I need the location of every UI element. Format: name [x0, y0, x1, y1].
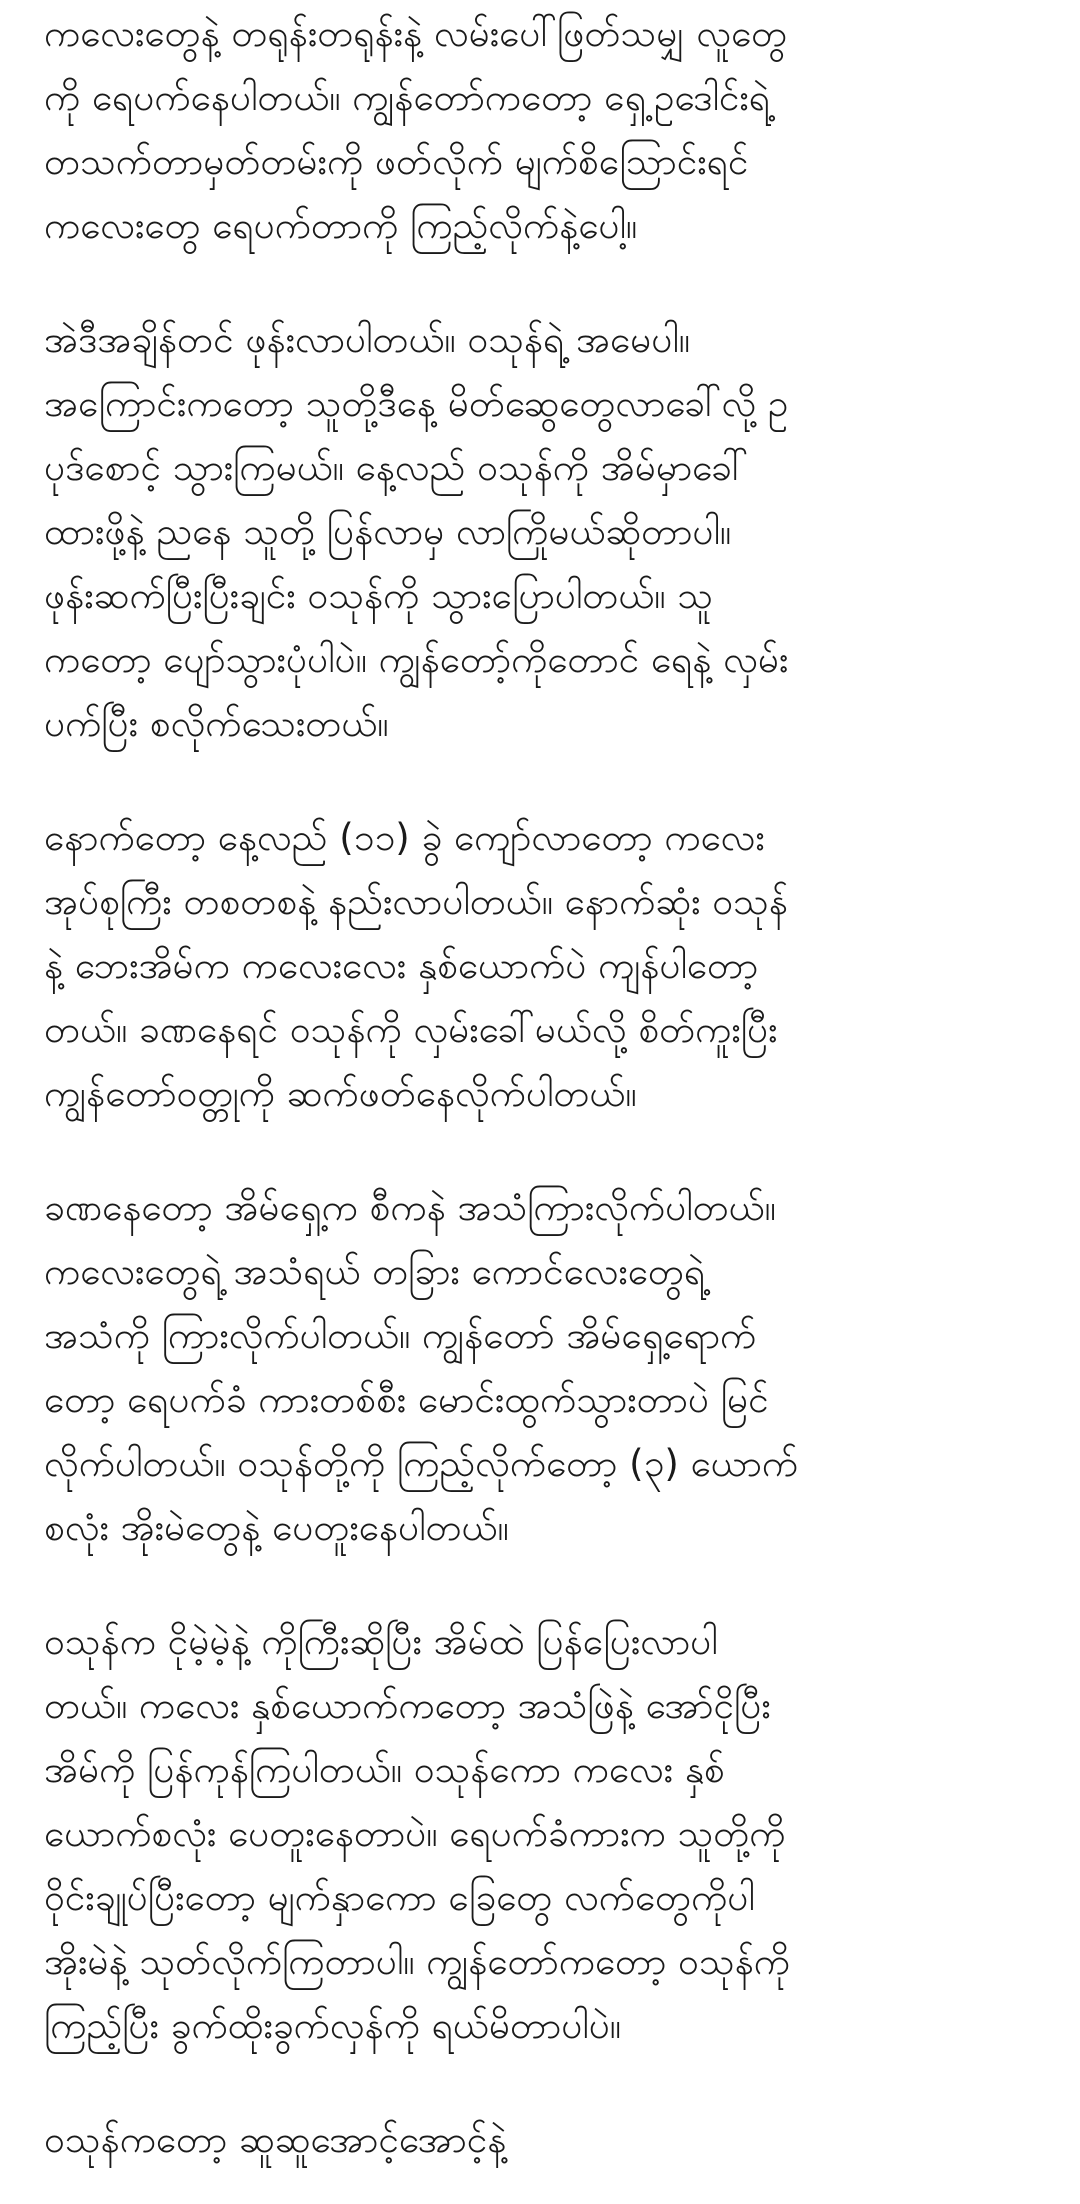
text-line: အကြောင်းကတော့ သူတို့ဒီနေ့ မိတ်ဆွေတွေလာခေါ်လို့ ဥ: [44, 382, 789, 425]
text-line: ပုဒ်စောင့် သွားကြမယ်။ နေ့လည် ဝသုန်ကို အိမ်မှာခေါ်: [44, 446, 749, 489]
text-line: ခဏနေတော့ အိမ်ရှေ့က စီကနဲ အသံကြားလိုက်ပါတယ်။: [44, 1186, 776, 1229]
text-line: ကလေးတွေနဲ့ တရုန်းတရုန်းနဲ့ လမ်းပေါ်ဖြတ်သမျှ လူတွေ: [44, 12, 788, 55]
paragraph-3: [44, 806, 1044, 1126]
text-line: တယ်။ ခဏနေရင် ဝသုန်ကို လှမ်းခေါ်မယ်လို့ စိတ်ကူးပြီး: [44, 1008, 778, 1051]
paragraph-6: [44, 2108, 1044, 2172]
text-line: ထားဖို့နဲ့ ညနေ သူတို့ ပြန်လာမှ လာကြိုမယ်ဆိုတာပါ။: [44, 510, 732, 553]
text-line: တယ်။ ကလေး နှစ်ယောက်ကတော့ အသံဖြဲနဲ့ အော်ငိုပြီး: [44, 1684, 771, 1727]
paragraph-2: [44, 308, 1044, 756]
text-line: လိုက်ပါတယ်။ ဝသုန်တို့ကို ကြည့်လိုက်တော့ (၃) ယောက်: [44, 1442, 799, 1485]
text-line: ပက်ပြီး စလိုက်သေးတယ်။: [44, 702, 389, 745]
text-line: အဲဒီအချိန်တင် ဖုန်းလာပါတယ်။ ဝသုန်ရဲ့ အမေပါ။: [44, 318, 690, 361]
paragraph-1: [44, 2, 1044, 258]
text-line: ကတော့ ပျော်သွားပုံပါပဲ။ ကျွန်တော့်ကိုတောင် ရေနဲ့ လှမ်း: [44, 638, 789, 681]
text-line: အသံကို ကြားလိုက်ပါတယ်။ ကျွန်တော် အိမ်ရှေ့ရောက်: [44, 1314, 757, 1357]
paragraph-4: [44, 1176, 1044, 1560]
text-line: ကြည့်ပြီး ခွက်ထိုးခွက်လှန်ကို ရယ်မိတာပါပဲ။: [44, 2004, 622, 2047]
text-line: အိမ်ကို ပြန်ကုန်ကြပါတယ်။ ဝသုန်ကော ကလေး နှစ်: [44, 1748, 725, 1791]
text-line: ဝိုင်းချုပ်ပြီးတော့ မျက်နှာကော ခြေတွေ လက်တွေကိုပါ: [44, 1876, 755, 1919]
text-line: နောက်တော့ နေ့လည် (၁၁) ခွဲ ကျော်လာတော့ ကလေး: [44, 816, 765, 859]
text-line: နဲ့ ဘေးအိမ်က ကလေးလေး နှစ်ယောက်ပဲ ကျန်ပါတော့: [44, 944, 759, 987]
text-line: ယောက်စလုံး ပေတူးနေတာပဲ။ ရေပက်ခံကားက သူတို့ကို: [44, 1812, 786, 1855]
article-body: [44, 0, 1044, 2172]
text-line: ကို ရေပက်နေပါတယ်။ ကျွန်တော်ကတော့ ရှေ့ဥဒေါင်းရဲ့: [44, 76, 771, 119]
text-line: ကလေးတွေရဲ့ အသံရယ် တခြား ကောင်လေးတွေရဲ့: [44, 1250, 706, 1293]
text-line: တသက်တာမှတ်တမ်းကို ဖတ်လိုက် မျက်စိသြောင်းရင်: [44, 140, 749, 183]
text-line: ဝသုန်က ငိုမဲ့မဲ့နဲ့ ကိုကြီးဆိုပြီး အိမ်ထဲ ပြန်ပြေးလာပါ: [44, 1620, 718, 1663]
text-line: အုပ်စုကြီး တစတစနဲ့ နည်းလာပါတယ်။ နောက်ဆုံး ဝသုန်: [44, 880, 788, 923]
text-line: အိုးမဲနဲ့ သုတ်လိုက်ကြတာပါ။ ကျွန်တော်ကတော့ ဝသုန်ကို: [44, 1940, 790, 1983]
text-line: တော့ ရေပက်ခံ ကားတစ်စီး မောင်းထွက်သွားတာပဲ မြင်: [44, 1378, 769, 1421]
text-line: ကျွန်တော်ဝတ္တုကို ဆက်ဖတ်နေလိုက်ပါတယ်။: [44, 1072, 637, 1115]
text-line: ဖုန်းဆက်ပြီးပြီးချင်း ဝသုန်ကို သွားပြောပါတယ်။ သူ: [44, 574, 713, 617]
text-line: ကလေးတွေ ရေပက်တာကို ကြည့်လိုက်နဲ့ပေါ့။: [44, 204, 638, 247]
text-line: စလုံး အိုးမဲတွေနဲ့ ပေတူးနေပါတယ်။: [44, 1506, 509, 1549]
paragraph-5: [44, 1610, 1044, 2058]
text-line: ဝသုန်ကတော့ ဆူဆူအောင့်အောင့်နဲ့: [44, 2118, 507, 2161]
